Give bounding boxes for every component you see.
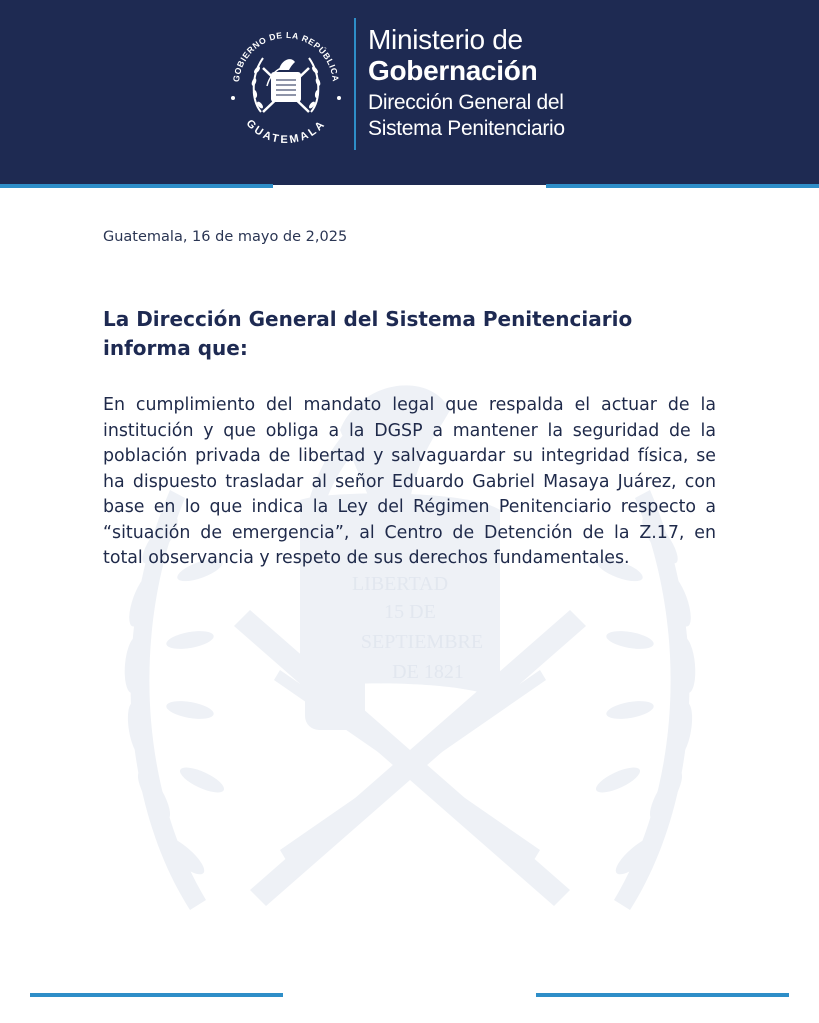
accent-bar-bottom-left [30, 993, 283, 997]
document-body-paragraph: En cumplimiento del mandato legal que respalda el actuar de la institución y que obliga a la DGSP a mantener la seguridad de la población privada de libertad y salvaguardar su integridad física, se ha dispuesto trasladar al señor Eduardo Gabriel Masaya Juárez, con base en lo que indica la Ley del Régimen Penitenciario respecto a “situación de emergencia”, al Centro de Detención de la Z.17, en total observancia y respeto de sus derechos fundamentales. [103, 395, 716, 568]
department-name-line2: Sistema Penitenciario [368, 117, 565, 140]
ministry-title-block [368, 24, 565, 142]
document-date: Guatemala, 16 de mayo de 2,025 [103, 229, 348, 245]
header-banner [0, 0, 819, 185]
ministry-name-line1: Ministerio de [368, 24, 523, 55]
ministry-name-line2: Gobernación [368, 55, 538, 86]
accent-bar-top-right [546, 184, 819, 188]
watermark-text-line4: DE 1821 [392, 661, 464, 683]
watermark-text-line3: SEPTIEMBRE [360, 631, 484, 653]
svg-text:GUATEMALA [244, 117, 329, 146]
document-heading [103, 305, 663, 363]
accent-bar-bottom-right [536, 993, 789, 997]
accent-bar-top-left [0, 184, 273, 188]
guatemala-coat-of-arms-logo [221, 20, 351, 150]
seal-arc-bottom: GUATEMALA [243, 117, 329, 147]
watermark-text-line2: 15 DE [384, 601, 436, 623]
heading-line1: La Dirección General del Sistema Penitenciario [103, 307, 633, 331]
seal-arc-top: GOBIERNO DE LA REPÚBLICA [231, 29, 341, 83]
watermark-text-line1: LIBERTAD [351, 573, 449, 595]
header-divider [354, 18, 356, 150]
heading-line2: informa que: [103, 336, 248, 360]
department-name-line1: Dirección General del [368, 91, 564, 114]
